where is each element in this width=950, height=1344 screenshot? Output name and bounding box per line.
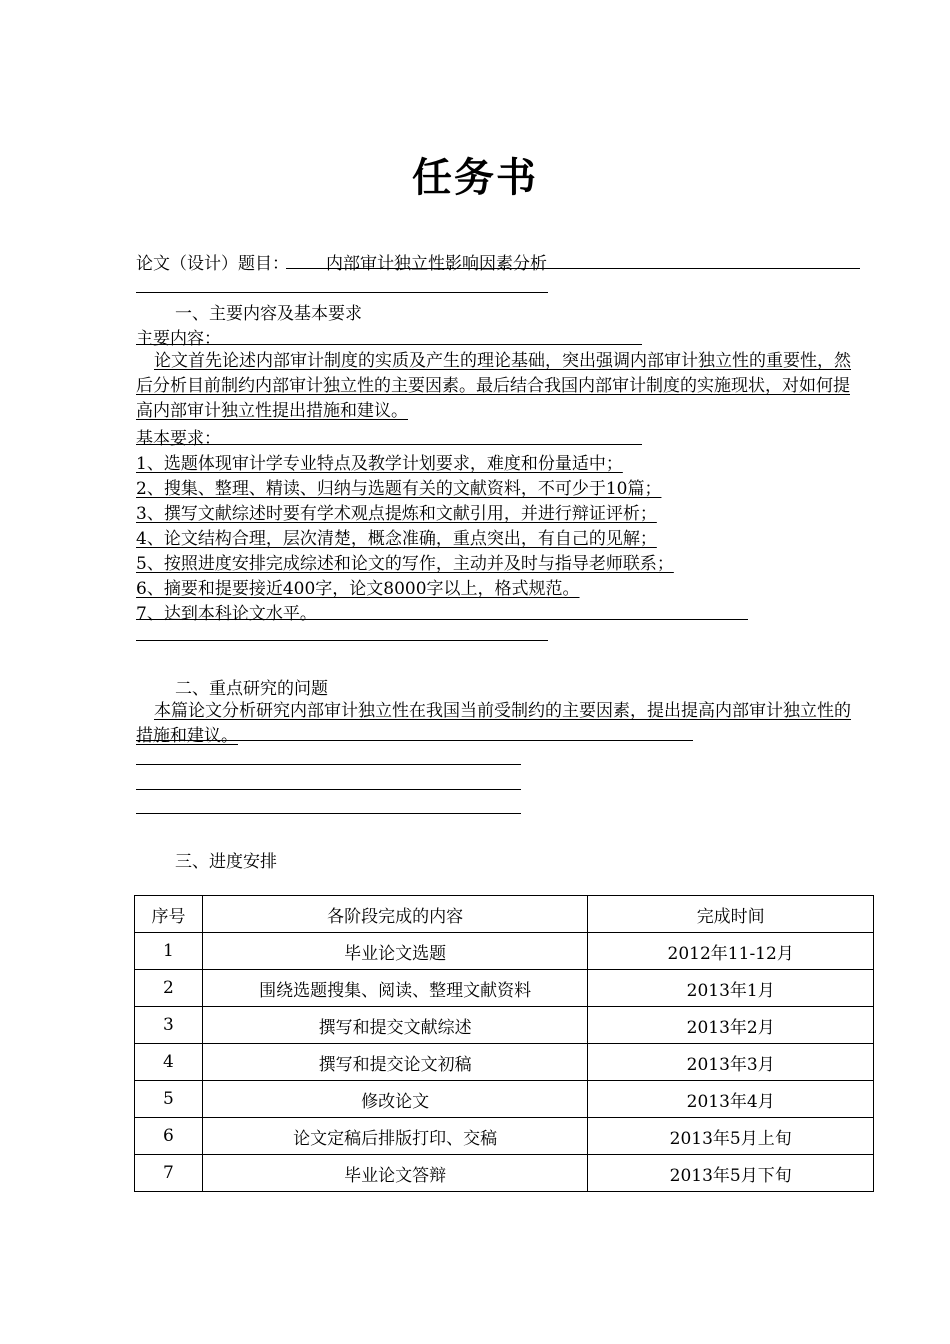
schedule-table: [134, 895, 874, 1192]
row-index: 2: [135, 970, 203, 1007]
requirement-item: 5、按照进度安排完成综述和论文的写作，主动并及时与指导老师联系；: [136, 554, 674, 574]
blank-line: [136, 813, 521, 814]
table-header-row: [135, 896, 874, 933]
blank-line: [136, 640, 548, 641]
table-row: [135, 1118, 874, 1155]
main-label-underline: [136, 344, 642, 345]
table-row: [135, 933, 874, 970]
row-content: 撰写和提交文献综述: [202, 1007, 587, 1044]
requirement-item: 6、摘要和提要接近400字，论文8000字以上，格式规范。: [136, 579, 580, 599]
column-header: 序号: [135, 896, 203, 933]
section1-heading: 一、主要内容及基本要求: [175, 304, 362, 324]
topic-label: 论文（设计）题目：: [136, 254, 289, 274]
req-label-underline: [136, 444, 642, 445]
requirement-item: 7、达到本科论文水平。: [136, 604, 317, 624]
table-row: [135, 1007, 874, 1044]
table-row: [135, 970, 874, 1007]
row-time: 2013年5月下旬: [588, 1155, 874, 1192]
row-content: 围绕选题搜集、阅读、整理文献资料: [202, 970, 587, 1007]
row-index: 3: [135, 1007, 203, 1044]
column-header: 各阶段完成的内容: [202, 896, 587, 933]
main-content-label: 主要内容：: [136, 329, 221, 349]
topic-value: 内部审计独立性影响因素分析: [326, 254, 547, 274]
requirement-item: 2、搜集、整理、精读、归纳与选题有关的文献资料，不可少于10篇；: [136, 479, 662, 499]
row-content: 毕业论文答辩: [202, 1155, 587, 1192]
requirement-item: 4、论文结构合理，层次清楚，概念准确，重点突出，有自己的见解；: [136, 529, 657, 549]
section2-text: 本篇论文分析研究内部审计独立性在我国当前受制约的主要因素，提出提高内部审计独立性的措施和建议。: [136, 701, 851, 746]
column-header: 完成时间: [588, 896, 874, 933]
row-time: 2013年1月: [588, 970, 874, 1007]
requirement-item: 3、撰写文献综述时要有学术观点提炼和文献引用，并进行辩证评析；: [136, 504, 657, 524]
row-index: 1: [135, 933, 203, 970]
row-time: 2013年4月: [588, 1081, 874, 1118]
requirements-label: 基本要求：: [136, 429, 221, 449]
section3-heading: 三、进度安排: [175, 852, 277, 872]
row-time: 2013年3月: [588, 1044, 874, 1081]
blank-line: [136, 764, 521, 765]
table-row: [135, 1044, 874, 1081]
row-index: 7: [135, 1155, 203, 1192]
row-content: 毕业论文选题: [202, 933, 587, 970]
row-content: 修改论文: [202, 1081, 587, 1118]
row-time: 2013年5月上旬: [588, 1118, 874, 1155]
table-row: [135, 1155, 874, 1192]
row-index: 4: [135, 1044, 203, 1081]
main-content-text: 论文首先论述内部审计制度的实质及产生的理论基础，突出强调内部审计独立性的重要性，然后分析目前制约内部审计独立性的主要因素。最后结合我国内部审计制度的实施现状，对如何提高内部审计独立性提出措施和建议。: [136, 351, 851, 421]
row-content: 论文定稿后排版打印、交稿: [202, 1118, 587, 1155]
row-time: 2013年2月: [588, 1007, 874, 1044]
blank-line: [136, 292, 548, 293]
blank-line: [136, 789, 521, 790]
row-content: 撰写和提交论文初稿: [202, 1044, 587, 1081]
requirement-item: 1、选题体现审计学专业特点及教学计划要求，难度和份量适中；: [136, 454, 623, 474]
section2-heading: 二、重点研究的问题: [175, 679, 328, 699]
table-row: [135, 1081, 874, 1118]
document-title: 任务书: [412, 154, 538, 201]
section2-underline-extend: [136, 740, 693, 741]
row-index: 5: [135, 1081, 203, 1118]
row-index: 6: [135, 1118, 203, 1155]
row-time: 2012年11-12月: [588, 933, 874, 970]
